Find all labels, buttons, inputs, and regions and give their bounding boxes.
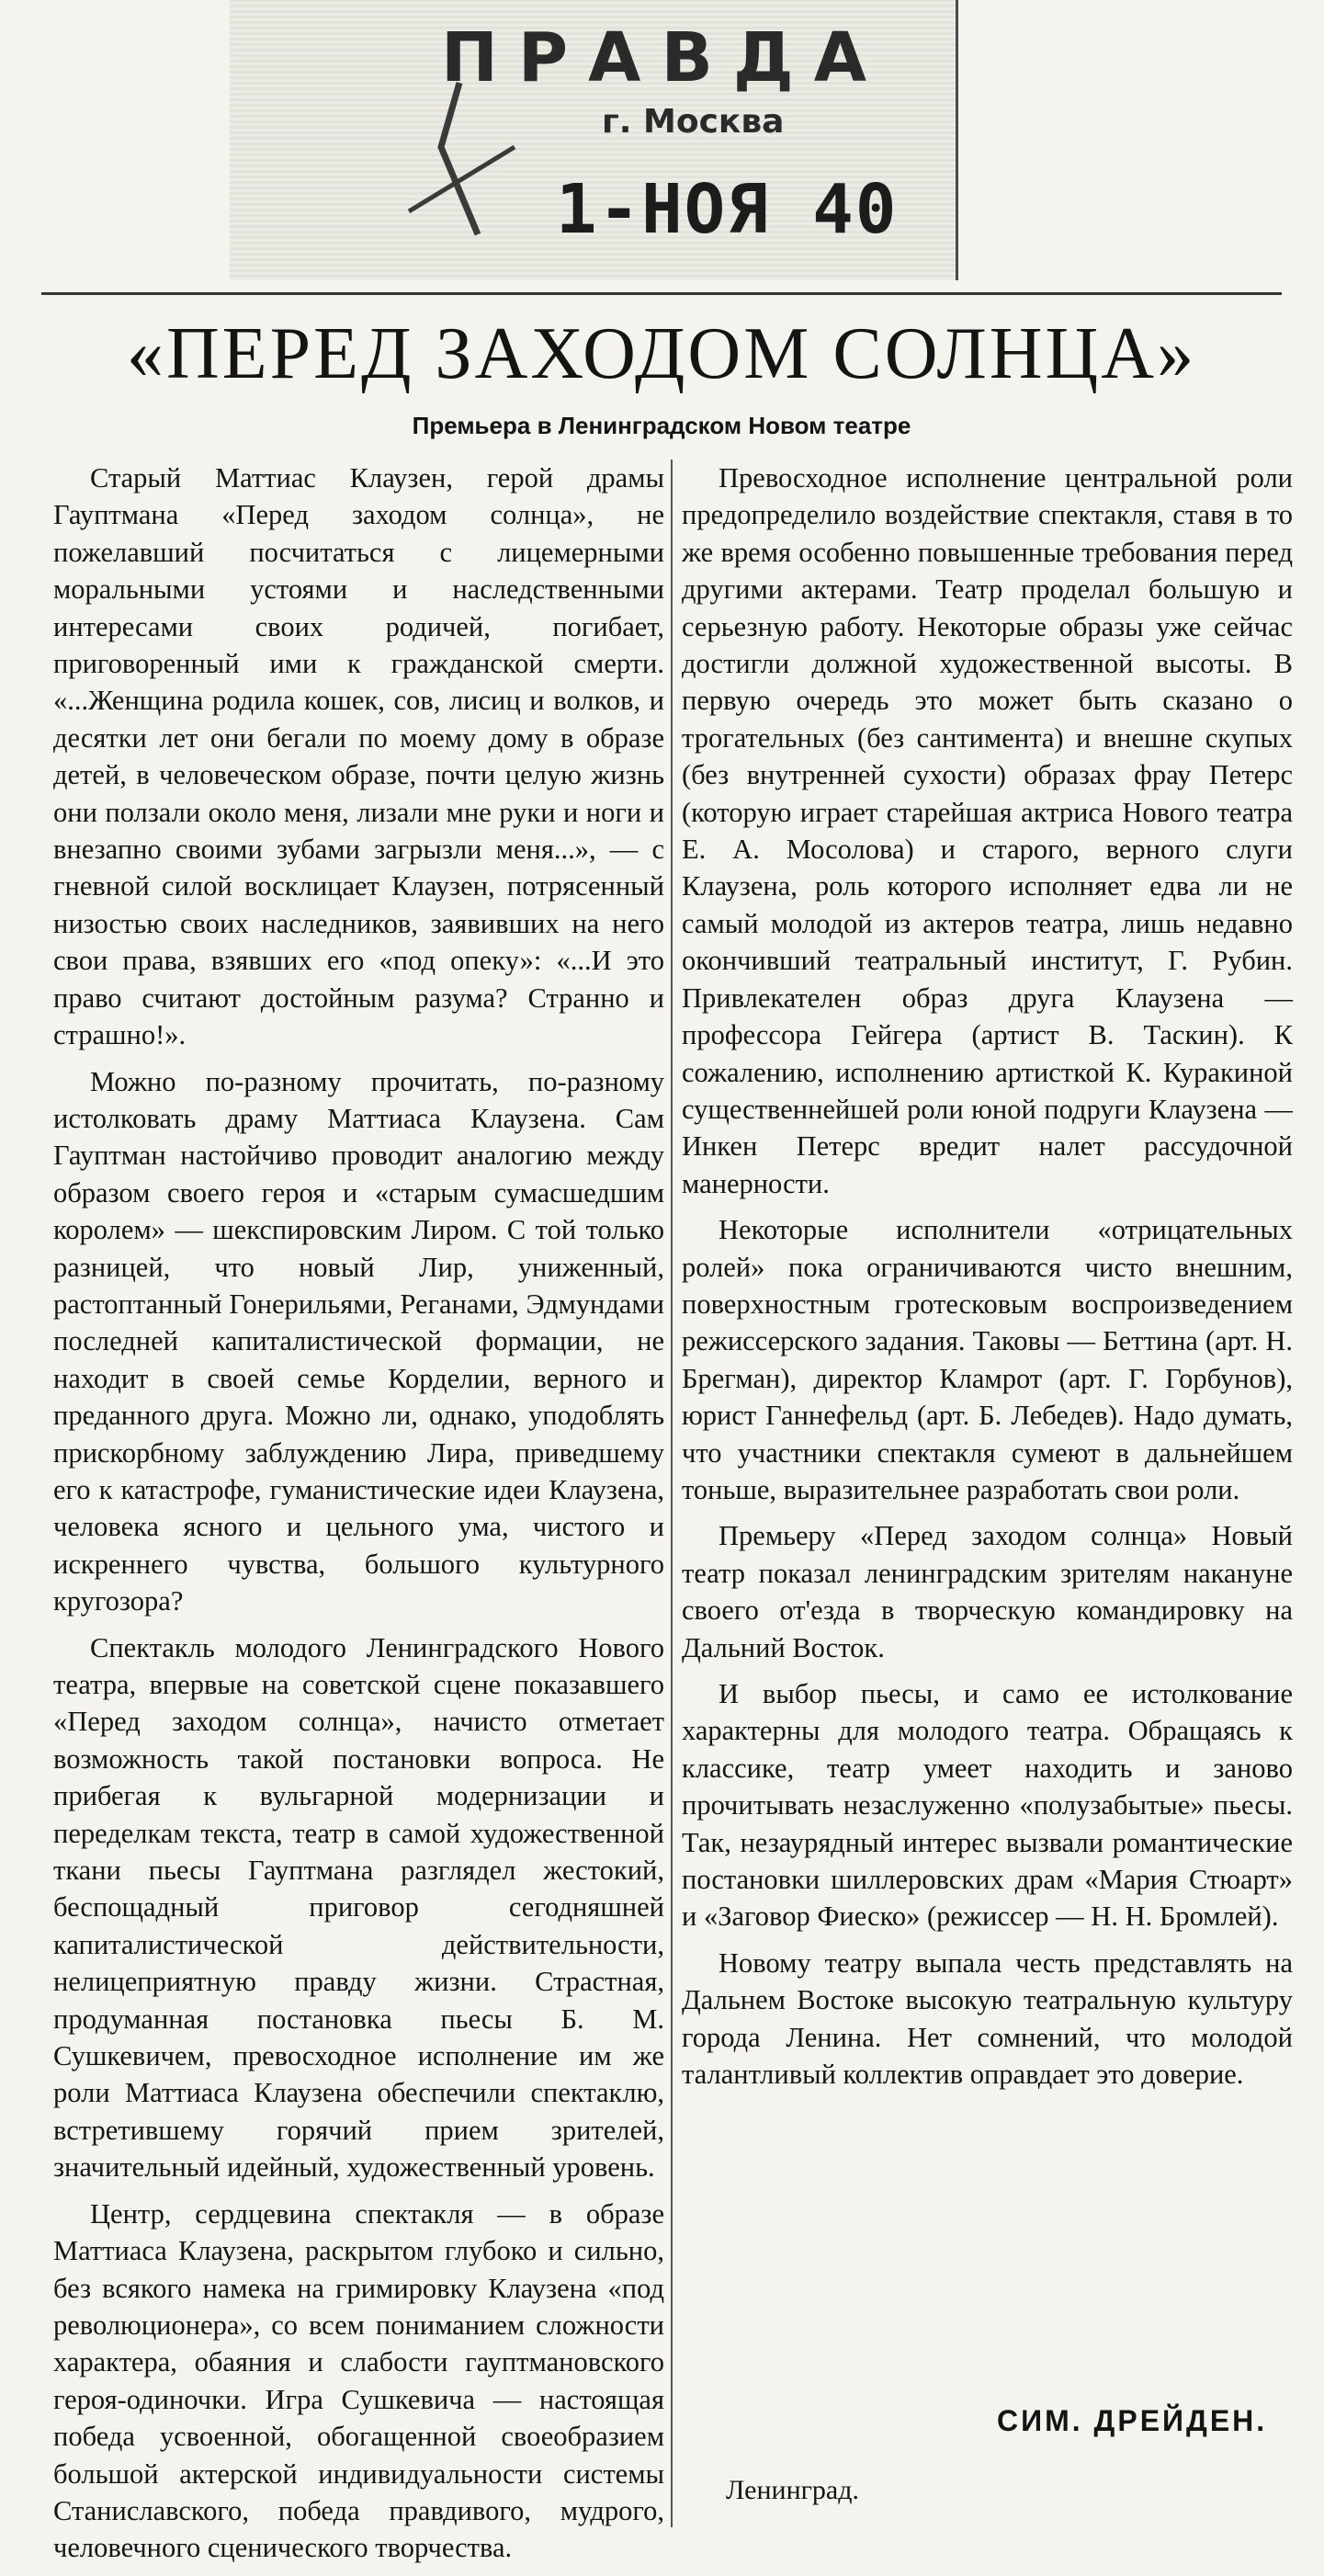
author-signature: СИМ. ДРЕЙДЕН. — [997, 2404, 1268, 2437]
paragraph: Старый Маттиас Клаузен, герой драмы Гауптмана «Перед заходом солнца», не пожелавший посчитаться с лицемерными моральными устоями и наследственными интересами своих родичей, погибает, приговоренный ими к гражданской смерти. «...Женщина родила кошек, сов, лисиц и волков, и десятки лет они бегали по моему дому в образе детей, в человеческом образе, почти целую жизнь они ползали около меня, лизали мне руки и ноги и внезапно своими зубами загрызли меня...», — с гневной силой восклицает Клаузен, потрясенный низостью своих наследников, заявивших на него свои права, взявших его «под опеку»: «...И это право считают достойным разума? Странно и страшно!». — [53, 462, 664, 1051]
column-divider — [671, 460, 673, 2527]
paragraph: Новому театру выпала честь представлять на Дальнем Востоке высокую театральную культуру города Ленина. Нет сомнений, что молодой талантливый коллектив оправдает это доверие. — [682, 1946, 1293, 2091]
stamp-newspaper-name: ПРАВДА — [441, 18, 888, 97]
article-title: «ПЕРЕД ЗАХОДОМ СОЛНЦА» — [126, 313, 1197, 394]
paragraph: Превосходное исполнение центральной роли предопределило воздействие спектакля, ставя в то же время особенно повышенные требования перед другими актерами. Театр проделал большую и серьезную работу. Некоторые образы уже сейчас достигли должной художественной высоты. В первую очередь это может быть сказано о трогательных (без сантимента) и внешне скупых (без внутренней сухости) образах фрау Петерс (которую играет старейшая актриса Нового театра Е. А. Мосолова) и старого, верного слуги Клаузена, роль которого исполняет едва ли не самый молодой из актеров театра, лишь недавно окончивший театральный институт, Г. Рубин. Привлекателен образ друга Клаузена — профессора Гейгера (артист В. Таскин). К сожалению, исполнению артисткой К. Куракиной существеннейшей роли юной подруги Клаузена — Инкен Петерс вредит налет рассудочной манерности. — [682, 462, 1293, 1199]
paragraph: И выбор пьесы, и само ее истолкование характерны для молодого театра. Обращаясь к классике, театр умеет находить и заново прочитывать незаслуженно «полузабытые» пьесы. Так, незаурядный интерес вызвали романтические постановки шиллеровских драм «Мария Стюарт» и «Заговор Фиеско» (режиссер — Н. Н. Бромлей). — [682, 1678, 1293, 1933]
dateline-place: Ленинград. — [726, 2475, 860, 2505]
stamp-date: 1-НОЯ 40 — [556, 170, 899, 249]
column-right — [682, 460, 1293, 2102]
archive-stamp — [230, 0, 958, 280]
top-rule — [41, 292, 1282, 295]
article-subtitle: Премьера в Ленинградском Новом театре — [412, 412, 911, 439]
stamp-city: г. Москва — [602, 103, 785, 141]
paragraph: Центр, сердцевина спектакля — в образе Маттиаса Клаузена, раскрытом глубоко и сильно, без всякого намека на гримировку Клаузена «под революционера», со всем пониманием сложности характера, обаяния и слабости гауптмановского героя-одиночки. Игра Сушкевича — настоящая победа усвоенной, обогащенной своеобразием большой актерской индивидуальности системы Станиславского, победа правдивого, мудрого, человечного сценического творчества. — [53, 2197, 664, 2564]
paragraph: Некоторые исполнители «отрицательных ролей» пока ограничиваются чисто внешним, поверхностным гротесковым воспроизведением режиссерского задания. Таковы — Беттина (арт. Н. Брегман), директор Кламрот (арт. Г. Горбунов), юрист Ганнефельд (арт. Б. Лебедев). Надо думать, что участники спектакля сумеют в дальнейшем тоньше, выразительнее разработать свои роли. — [682, 1214, 1293, 1505]
paragraph: Спектакль молодого Ленинградского Нового театра, впервые на советской сцене показавшего «Перед заходом солнца», начисто отметает возможность такой постановки вопроса. Не прибегая к вульгарной модернизации и переделкам текста, театр в самой художественной ткани пьесы Гауптмана разглядел жестокий, беспощадный приговор сегодняшней капиталистической действительности, нелицеприятную правду жизни. Страстная, продуманная постановка пьесы Б. М. Сушкевичем, превосходное исполнение им же роли Маттиаса Клаузена обеспечили спектаклю, встретившему горячий прием зрителей, значительный идейный, художественный уровень. — [53, 1631, 664, 2184]
paragraph: Премьеру «Перед заходом солнца» Новый театр показал ленинградским зрителям накануне своего от'езда в творческую командировку на Дальний Восток. — [682, 1520, 1293, 1663]
paragraph: Можно по-разному прочитать, по-разному истолковать драму Маттиаса Клаузена. Сам Гауптман настойчиво проводит аналогию между образом своего героя и «старым сумасшедшим королем» — шекспировским Лиром. С той только разницей, что новый Лир, униженный, растоптанный Гонерильями, Реганами, Эдмундами последней капиталистической формации, не находит в своей семье Корделии, верного и преданного друга. Можно ли, однако, уподоблять прискорбному заблуждению Лира, приведшему его к катастрофе, гуманистические идеи Клаузена, человека ясного и цельного ума, чистого и искреннего чувства, большого культурного кругозора? — [53, 1065, 664, 1617]
column-left — [53, 460, 664, 2576]
